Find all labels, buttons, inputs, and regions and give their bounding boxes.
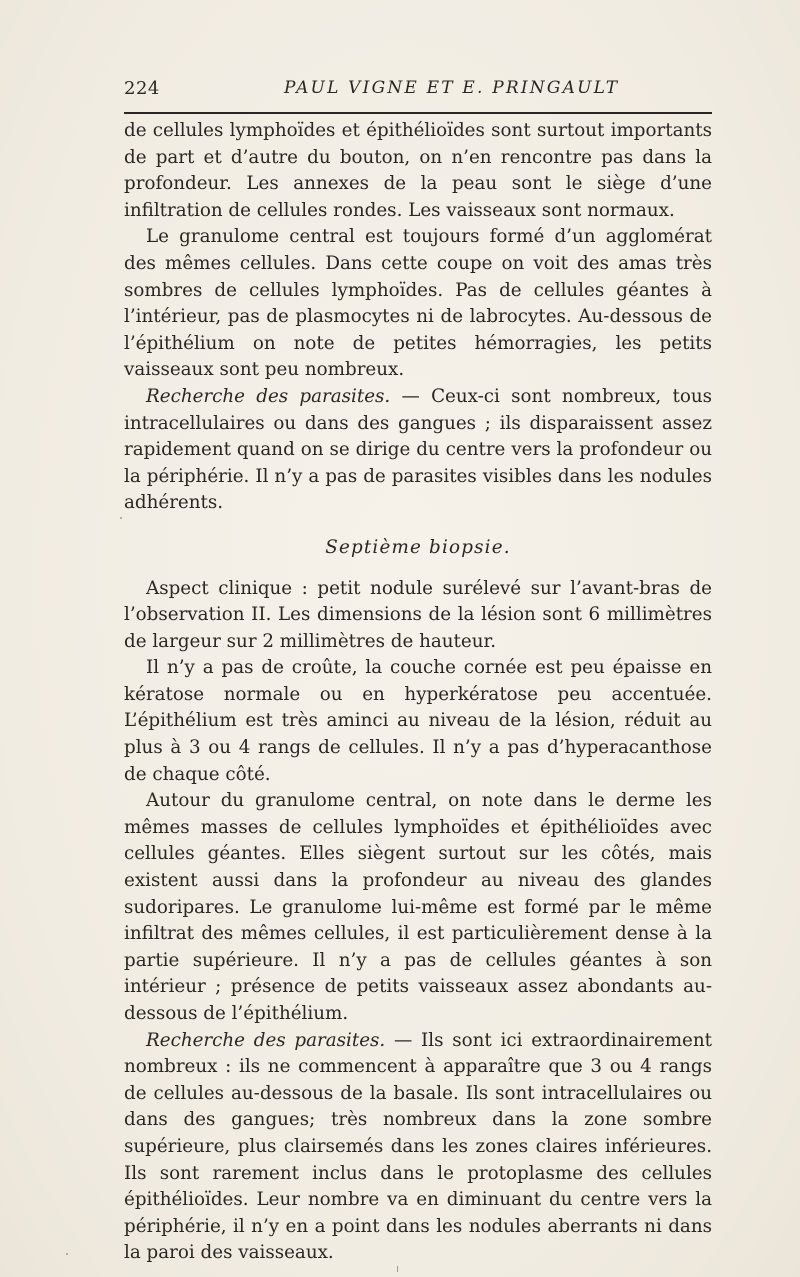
paper-speck bbox=[120, 517, 122, 519]
header-rule bbox=[124, 112, 712, 114]
page-number: 224 bbox=[124, 78, 160, 99]
paragraph-parasites-2 bbox=[124, 1028, 712, 1267]
paragraph-continuation: de cellules lymphoïdes et épithélioïdes sont surtout importants de part et d’autre du bouton, on n’en rencontre pas dans la profondeur. Les annexes de la peau sont le siège d’une infiltration de cellules rondes. Les vaisseaux sont normaux. bbox=[124, 120, 712, 221]
paragraph-parasites-1 bbox=[124, 384, 712, 517]
parasites-text-2: — Ils sont ici extraordinairement nombreux : ils ne commencent à apparaître que 3 ou 4 rangs de cellules au-dessous de la basale. Ils sont intracellulaires ou dans des gangues; très nombreux dans la zone sombre supérieure, plus clairsemés dans les zones claires inférieures. Ils sont rarement inclus dans le protoplasme des cellules épithélioïdes. Leur nombre va en diminuant du centre vers la périphérie, il n’y en a point dans les nodules aberrants ni dans la paroi des vaisseaux. bbox=[124, 1029, 712, 1264]
running-title: PAUL VIGNE ET E. PRINGAULT bbox=[284, 78, 620, 98]
paper-speck bbox=[66, 1253, 68, 1255]
paragraph-autour: Autour du granulome central, on note dans le derme les mêmes masses de cellules lymphoïdes et épithélioïdes avec cellules géantes. Elles siègent surtout sur les côtés, mais existent aussi dans la profondeur au niveau des glandes sudoripares. Le granulome lui-même est formé par le même infiltrat des mêmes cellules, il est particulièrement dense à la partie supérieure. Il n’y a pas de cellules géantes à son intérieur ; présence de petits vaisseaux assez abondants au-dessous de l’épithélium. bbox=[124, 790, 712, 1024]
body-text bbox=[124, 118, 712, 1267]
paper-speck bbox=[397, 1266, 398, 1272]
parasites-text-1: — Ceux-ci sont nombreux, tous intracellulaires ou dans des gangues ; ils disparaissent assez rapidement quand on se dirige du centre vers la profondeur ou la périphérie. Il n’y a pas de parasites visibles dans les nodules adhérents. bbox=[124, 385, 712, 514]
section-heading: Septième biopsie. bbox=[325, 536, 511, 558]
paragraph-croute: Il n’y a pas de croûte, la couche cornée est peu épaisse en kératose normale ou en hyperkératose peu accentuée. L’épithélium est très aminci au niveau de la lésion, réduit au plus à 3 ou 4 rangs de cellules. Il n’y a pas d’hyperacanthose de chaque côté. bbox=[124, 657, 712, 785]
paragraph-granulome: Le granulome central est toujours formé d’un agglomérat des mêmes cellules. Dans cette coupe on voit des amas très sombres de cellules lymphoïdes. Pas de cellules géantes à l’intérieur, pas de plasmocytes ni de labrocytes. Au-dessous de l’épithélium on note de petites hémorragies, les petits vaisseaux sont peu nombreux. bbox=[124, 226, 712, 381]
parasites-heading-2: Recherche des parasites. bbox=[146, 1029, 386, 1051]
parasites-heading-1: Recherche des parasites. bbox=[146, 385, 391, 407]
paragraph-aspect-clinique: Aspect clinique : petit nodule surélevé sur l’avant-bras de l’observation II. Les dimensions de la lésion sont 6 millimètres de largeur sur 2 millimètres de hauteur. bbox=[124, 577, 712, 652]
page-header bbox=[124, 78, 712, 102]
